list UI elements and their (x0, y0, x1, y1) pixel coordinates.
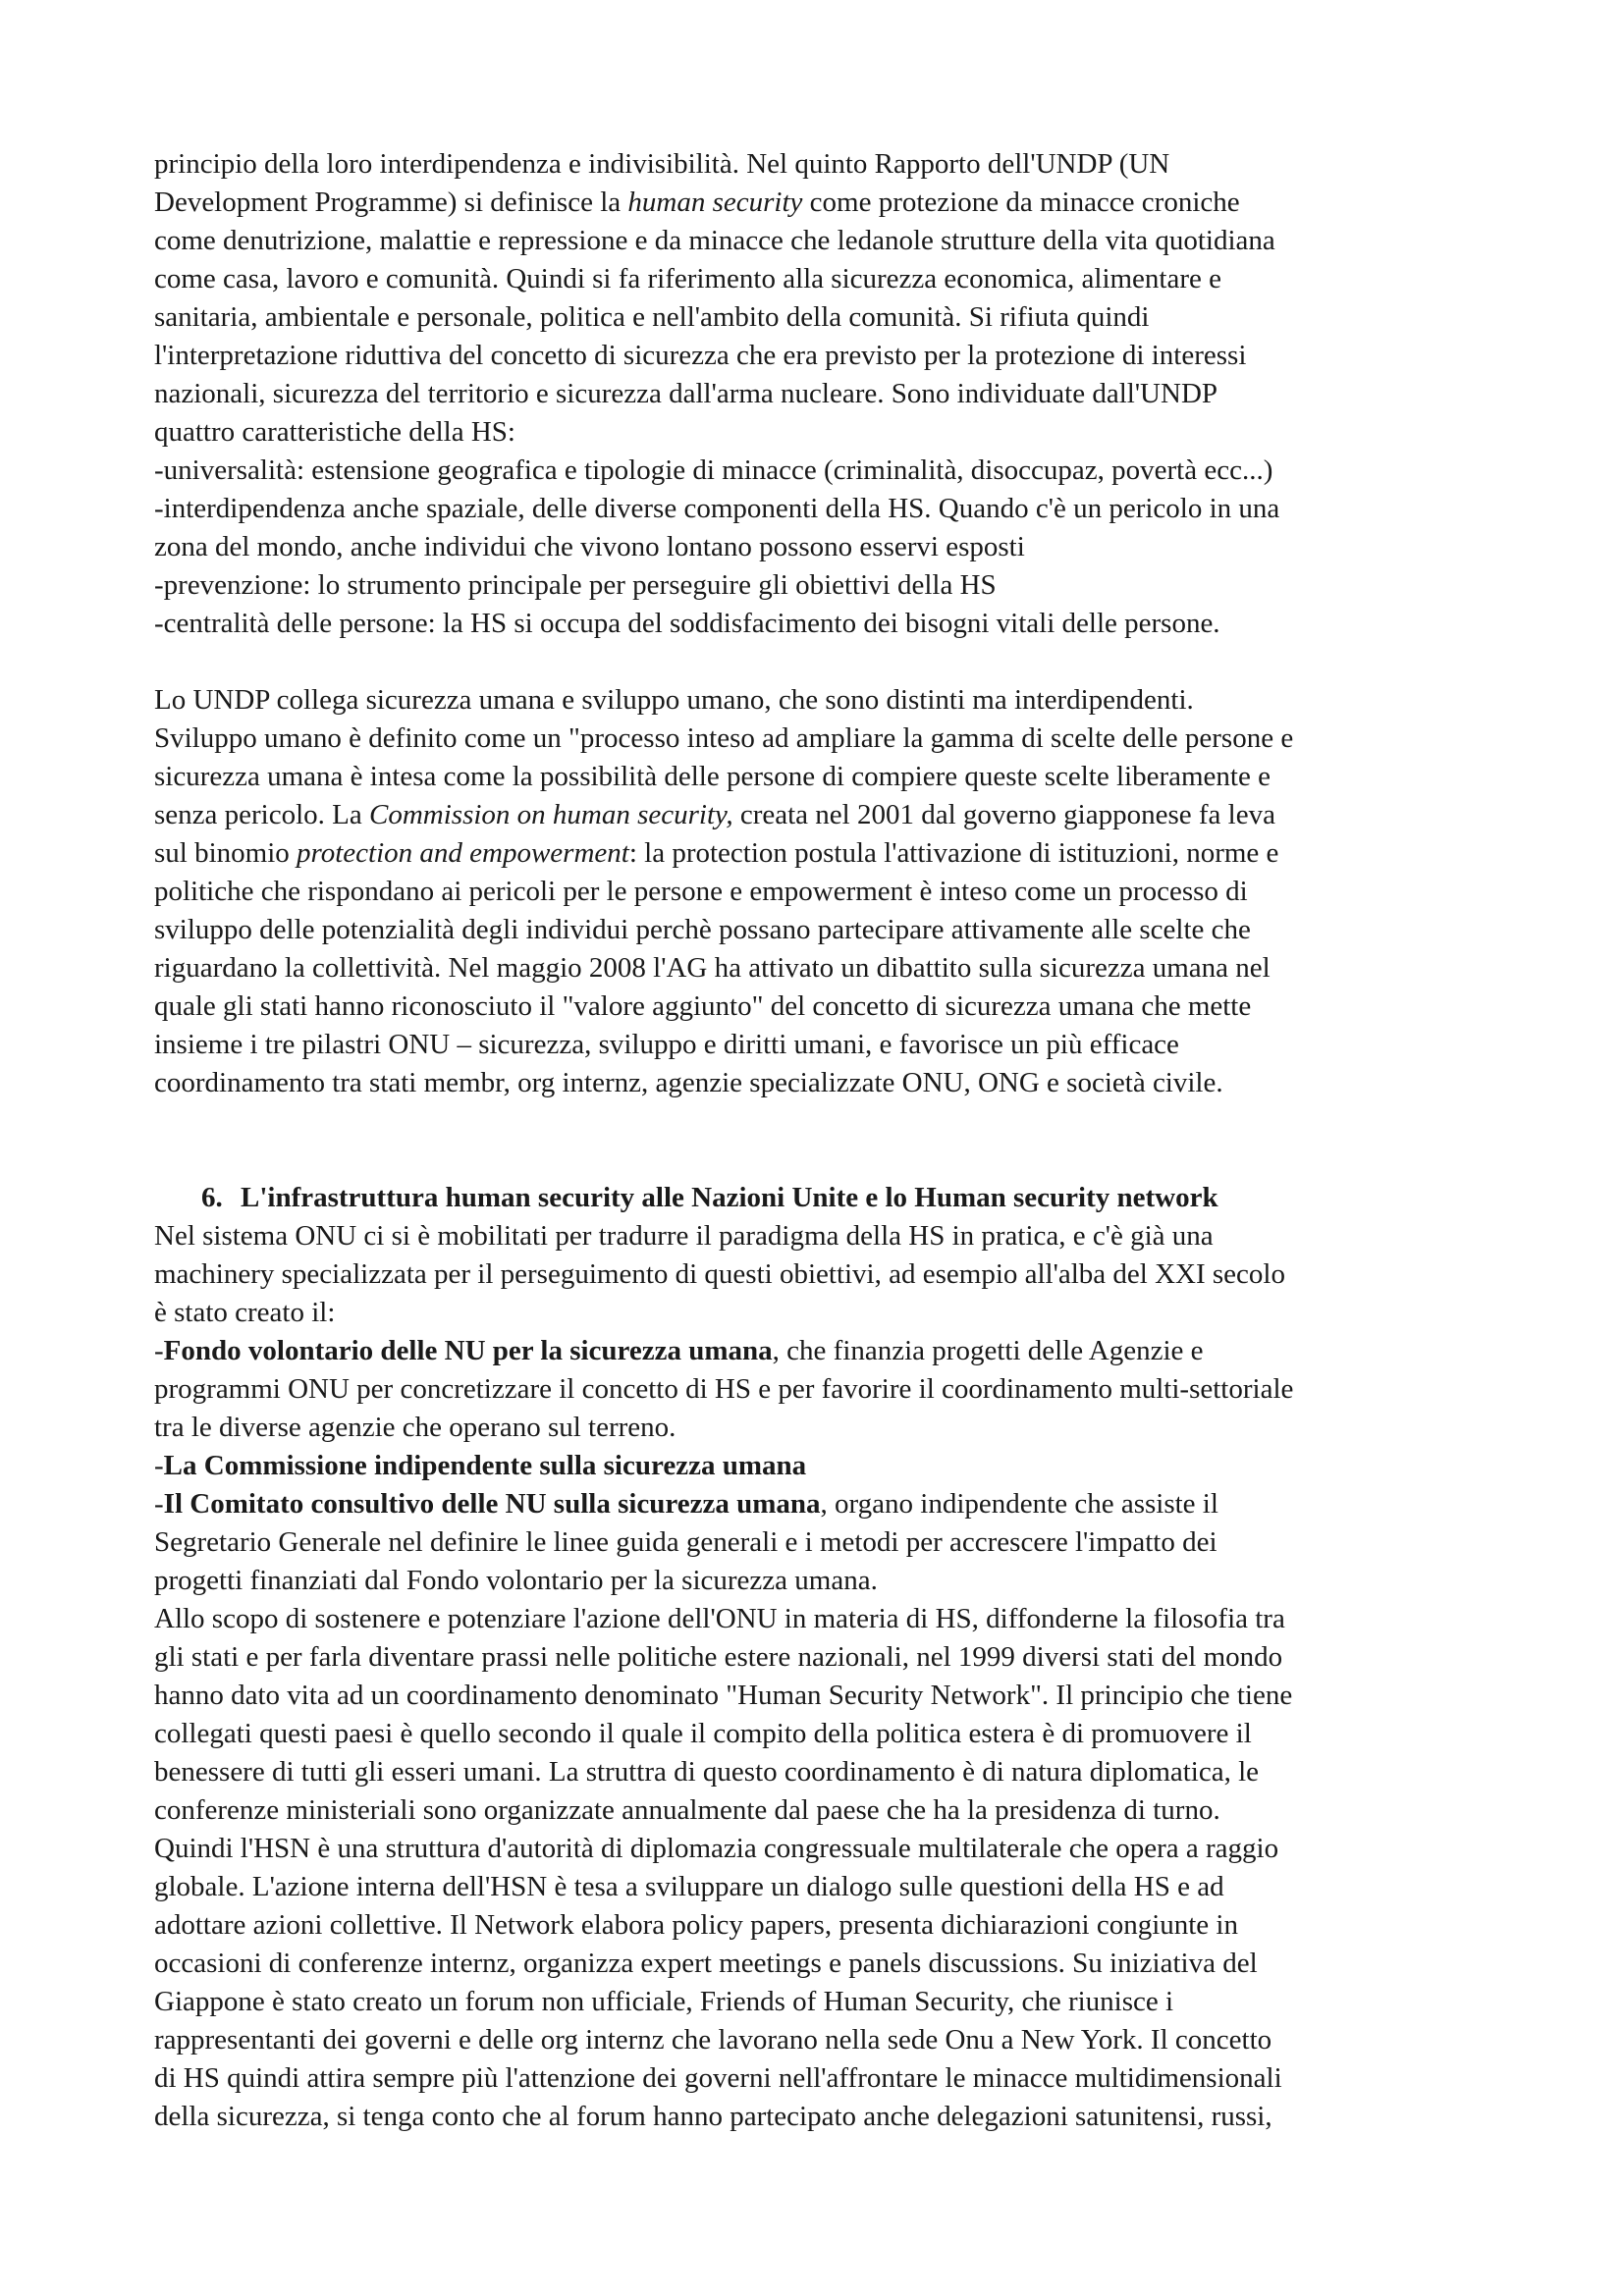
text-run: machinery specializzata per il perseguimento di questi obiettivi, ad esempio all'alba del XXI secolo (154, 1258, 1285, 1290)
bold-text: Fondo volontario delle NU per la sicurezza umana (163, 1335, 773, 1366)
text-run: riguardano la collettività. Nel maggio 2008 l'AG ha attivato un dibattito sulla sicurezza umana nel (154, 952, 1271, 984)
text-run: - (154, 1450, 164, 1481)
text-run: benessere di tutti gli esseri umani. La struttra di questo coordinamento è di natura diplomatica, le (154, 1756, 1260, 1788)
text-run: - (154, 1488, 164, 1520)
text-line (154, 911, 1476, 949)
text-line (154, 1638, 1476, 1677)
text-run: Nel sistema ONU ci si è mobilitati per tradurre il paradigma della HS in pratica, e c'è già una (154, 1220, 1214, 1252)
text-run: sviluppo delle potenzialità degli individui perchè possano partecipare attivamente alle scelte che (154, 914, 1251, 945)
bold-text: Il Comitato consultivo delle NU sulla sicurezza umana (163, 1488, 821, 1520)
text-line (154, 681, 1476, 720)
section-number: 6. (201, 1182, 223, 1213)
text-line (154, 1026, 1476, 1064)
text-run: -universalità: estensione geografica e tipologie di minacce (criminalità, disoccupaz, povertà ecc...) (154, 454, 1273, 486)
text-run: conferenze ministeriali sono organizzate annualmente dal paese che ha la presidenza di turno. (154, 1794, 1220, 1826)
text-line (154, 1753, 1476, 1791)
text-run: quale gli stati hanno riconosciuto il "valore aggiunto" del concetto di sicurezza umana che mette (154, 990, 1252, 1022)
text-run: quattro caratteristiche della HS: (154, 416, 515, 448)
section-title: L'infrastruttura human security alle Nazioni Unite e lo Human security network (241, 1182, 1218, 1213)
text-run: come protezione da minacce croniche (802, 187, 1240, 218)
text-run: -prevenzione: lo strumento principale per perseguire gli obiettivi della HS (154, 569, 997, 601)
paragraph-hs-infrastructure (154, 1217, 1476, 2136)
text-run: Sviluppo umano è definito come un "processo inteso ad ampliare la gamma di scelte delle persone e (154, 722, 1294, 754)
text-run: -interdipendenza anche spaziale, delle diverse componenti della HS. Quando c'è un pericolo in una (154, 493, 1280, 524)
italic-text: human security (627, 187, 803, 218)
text-line (154, 720, 1476, 758)
text-line (154, 1370, 1476, 1409)
text-line (154, 1447, 1476, 1485)
text-run: come denutrizione, malattie e repressione e da minacce che ledanole strutture della vita quotidiana (154, 225, 1275, 256)
italic-text: protection and empowerment (297, 837, 629, 869)
text-run: sicurezza umana è intesa come la possibilità delle persone di compiere queste scelte liberamente e (154, 761, 1271, 792)
text-run: principio della loro interdipendenza e indivisibilità. Nel quinto Rapporto dell'UNDP (UN (154, 148, 1170, 180)
text-line (154, 2059, 1476, 2098)
text-run: Allo scopo di sostenere e potenziare l'azione dell'ONU in materia di HS, diffonderne la filosofia tra (154, 1603, 1285, 1634)
text-line (154, 988, 1476, 1026)
text-line (154, 834, 1476, 873)
text-run: collegati questi paesi è quello secondo il quale il compito della politica estera è di promuovere il (154, 1718, 1252, 1749)
text-line (154, 1332, 1476, 1370)
text-run: -centralità delle persone: la HS si occupa del soddisfacimento dei bisogni vitali delle persone. (154, 608, 1220, 639)
text-run: senza pericolo. La (154, 799, 370, 830)
text-run: programmi ONU per concretizzare il concetto di HS e per favorire il coordinamento multi-settoriale (154, 1373, 1294, 1405)
text-line (154, 1255, 1476, 1294)
text-run: Giappone è stato creato un forum non ufficiale, Friends of Human Security, che riunisce i (154, 1986, 1174, 2017)
text-run: zona del mondo, anche individui che vivono lontano possono esservi esposti (154, 531, 1025, 562)
text-run: come casa, lavoro e comunità. Quindi si fa riferimento alla sicurezza economica, alimentare e (154, 263, 1222, 294)
text-line (154, 605, 1476, 643)
text-run: sul binomio (154, 837, 298, 869)
text-line (154, 796, 1476, 834)
text-line (154, 1064, 1476, 1102)
text-line (154, 145, 1476, 184)
text-run: è stato creato il: (154, 1297, 336, 1328)
text-run: politiche che rispondano ai pericoli per le persone e empowerment è inteso come un processo di (154, 876, 1248, 907)
text-run: adottare azioni collettive. Il Network elabora policy papers, presenta dichiarazioni congiunte in (154, 1909, 1238, 1941)
text-run: di HS quindi attira sempre più l'attenzione dei governi nell'affrontare le minacce multidimensionali (154, 2062, 1282, 2094)
text-run: - (154, 1335, 164, 1366)
text-line (154, 1409, 1476, 1447)
text-run: coordinamento tra stati membr, org internz, agenzie specializzate ONU, ONG e società civile. (154, 1067, 1223, 1098)
paragraph-human-development (154, 681, 1476, 1102)
text-line (154, 1217, 1476, 1255)
text-run: l'interpretazione riduttiva del concetto di sicurezza che era previsto per la protezione di interessi (154, 340, 1247, 371)
bold-text: La Commissione indipendente sulla sicurezza umana (163, 1450, 807, 1481)
text-line (154, 490, 1476, 528)
text-line (154, 1523, 1476, 1562)
section-heading (154, 1179, 1476, 1217)
text-run: Segretario Generale nel definire le linee guida generali e i metodi per accrescere l'impatto dei (154, 1526, 1217, 1558)
text-run: creata nel 2001 dal governo giapponese fa leva (732, 799, 1275, 830)
text-line (154, 413, 1476, 452)
text-line (154, 2098, 1476, 2136)
text-run: insieme i tre pilastri ONU – sicurezza, sviluppo e diritti umani, e favorisce un più efficace (154, 1029, 1179, 1060)
text-line (154, 758, 1476, 796)
text-line (154, 1600, 1476, 1638)
text-line (154, 1715, 1476, 1753)
text-run: , organo indipendente che assiste il (820, 1488, 1218, 1520)
text-run: gli stati e per farla diventare prassi nelle politiche estere nazionali, nel 1999 diversi stati del mondo (154, 1641, 1283, 1673)
text-line (154, 1677, 1476, 1715)
text-line (154, 452, 1476, 490)
text-line (154, 1294, 1476, 1332)
text-run: Quindi l'HSN è una struttura d'autorità di diplomazia congressuale multilaterale che opera a raggio (154, 1833, 1279, 1864)
text-line (154, 298, 1476, 337)
text-run: tra le diverse agenzie che operano sul terreno. (154, 1412, 676, 1443)
text-run: rappresentanti dei governi e delle org internz che lavorano nella sede Onu a New York. Il concetto (154, 2024, 1272, 2056)
text-line (154, 1906, 1476, 1945)
text-line (154, 566, 1476, 605)
text-run: : la protection postula l'attivazione di istituzioni, norme e (628, 837, 1279, 869)
text-line (154, 375, 1476, 413)
text-run: Lo UNDP collega sicurezza umana e sviluppo umano, che sono distinti ma interdipendenti. (154, 684, 1194, 716)
paragraph-gap (154, 643, 1476, 681)
text-run: globale. L'azione interna dell'HSN è tesa a sviluppare un dialogo sulle questioni della HS e ad (154, 1871, 1224, 1902)
text-run: nazionali, sicurezza del territorio e sicurezza dall'arma nucleare. Sono individuate dall'UNDP (154, 378, 1218, 409)
text-line (154, 184, 1476, 222)
text-run: progetti finanziati dal Fondo volontario per la sicurezza umana. (154, 1565, 878, 1596)
text-line (154, 1945, 1476, 1983)
text-run: hanno dato vita ad un coordinamento denominato "Human Security Network". Il principio che tiene (154, 1680, 1293, 1711)
text-line (154, 873, 1476, 911)
text-run: , che finanzia progetti delle Agenzie e (772, 1335, 1204, 1366)
text-run: Development Programme) si definisce la (154, 187, 628, 218)
text-line (154, 528, 1476, 566)
text-line (154, 1791, 1476, 1830)
text-line (154, 1830, 1476, 1868)
text-line (154, 949, 1476, 988)
text-line (154, 1562, 1476, 1600)
text-line (154, 222, 1476, 260)
text-line (154, 260, 1476, 298)
text-line (154, 2021, 1476, 2059)
text-line (154, 1983, 1476, 2021)
text-line (154, 337, 1476, 375)
text-run: della sicurezza, si tenga conto che al forum hanno partecipato anche delegazioni satunitensi, russi, (154, 2101, 1272, 2132)
italic-text: Commission on human security, (369, 799, 733, 830)
paragraph-gap (154, 1102, 1476, 1179)
text-line (154, 1485, 1476, 1523)
text-run: sanitaria, ambientale e personale, politica e nell'ambito della comunità. Si rifiuta quindi (154, 301, 1150, 333)
text-line (154, 1868, 1476, 1906)
paragraph-undp-definition (154, 145, 1476, 643)
text-run: occasioni di conferenze internz, organizza expert meetings e panels discussions. Su iniziativa del (154, 1948, 1258, 1979)
